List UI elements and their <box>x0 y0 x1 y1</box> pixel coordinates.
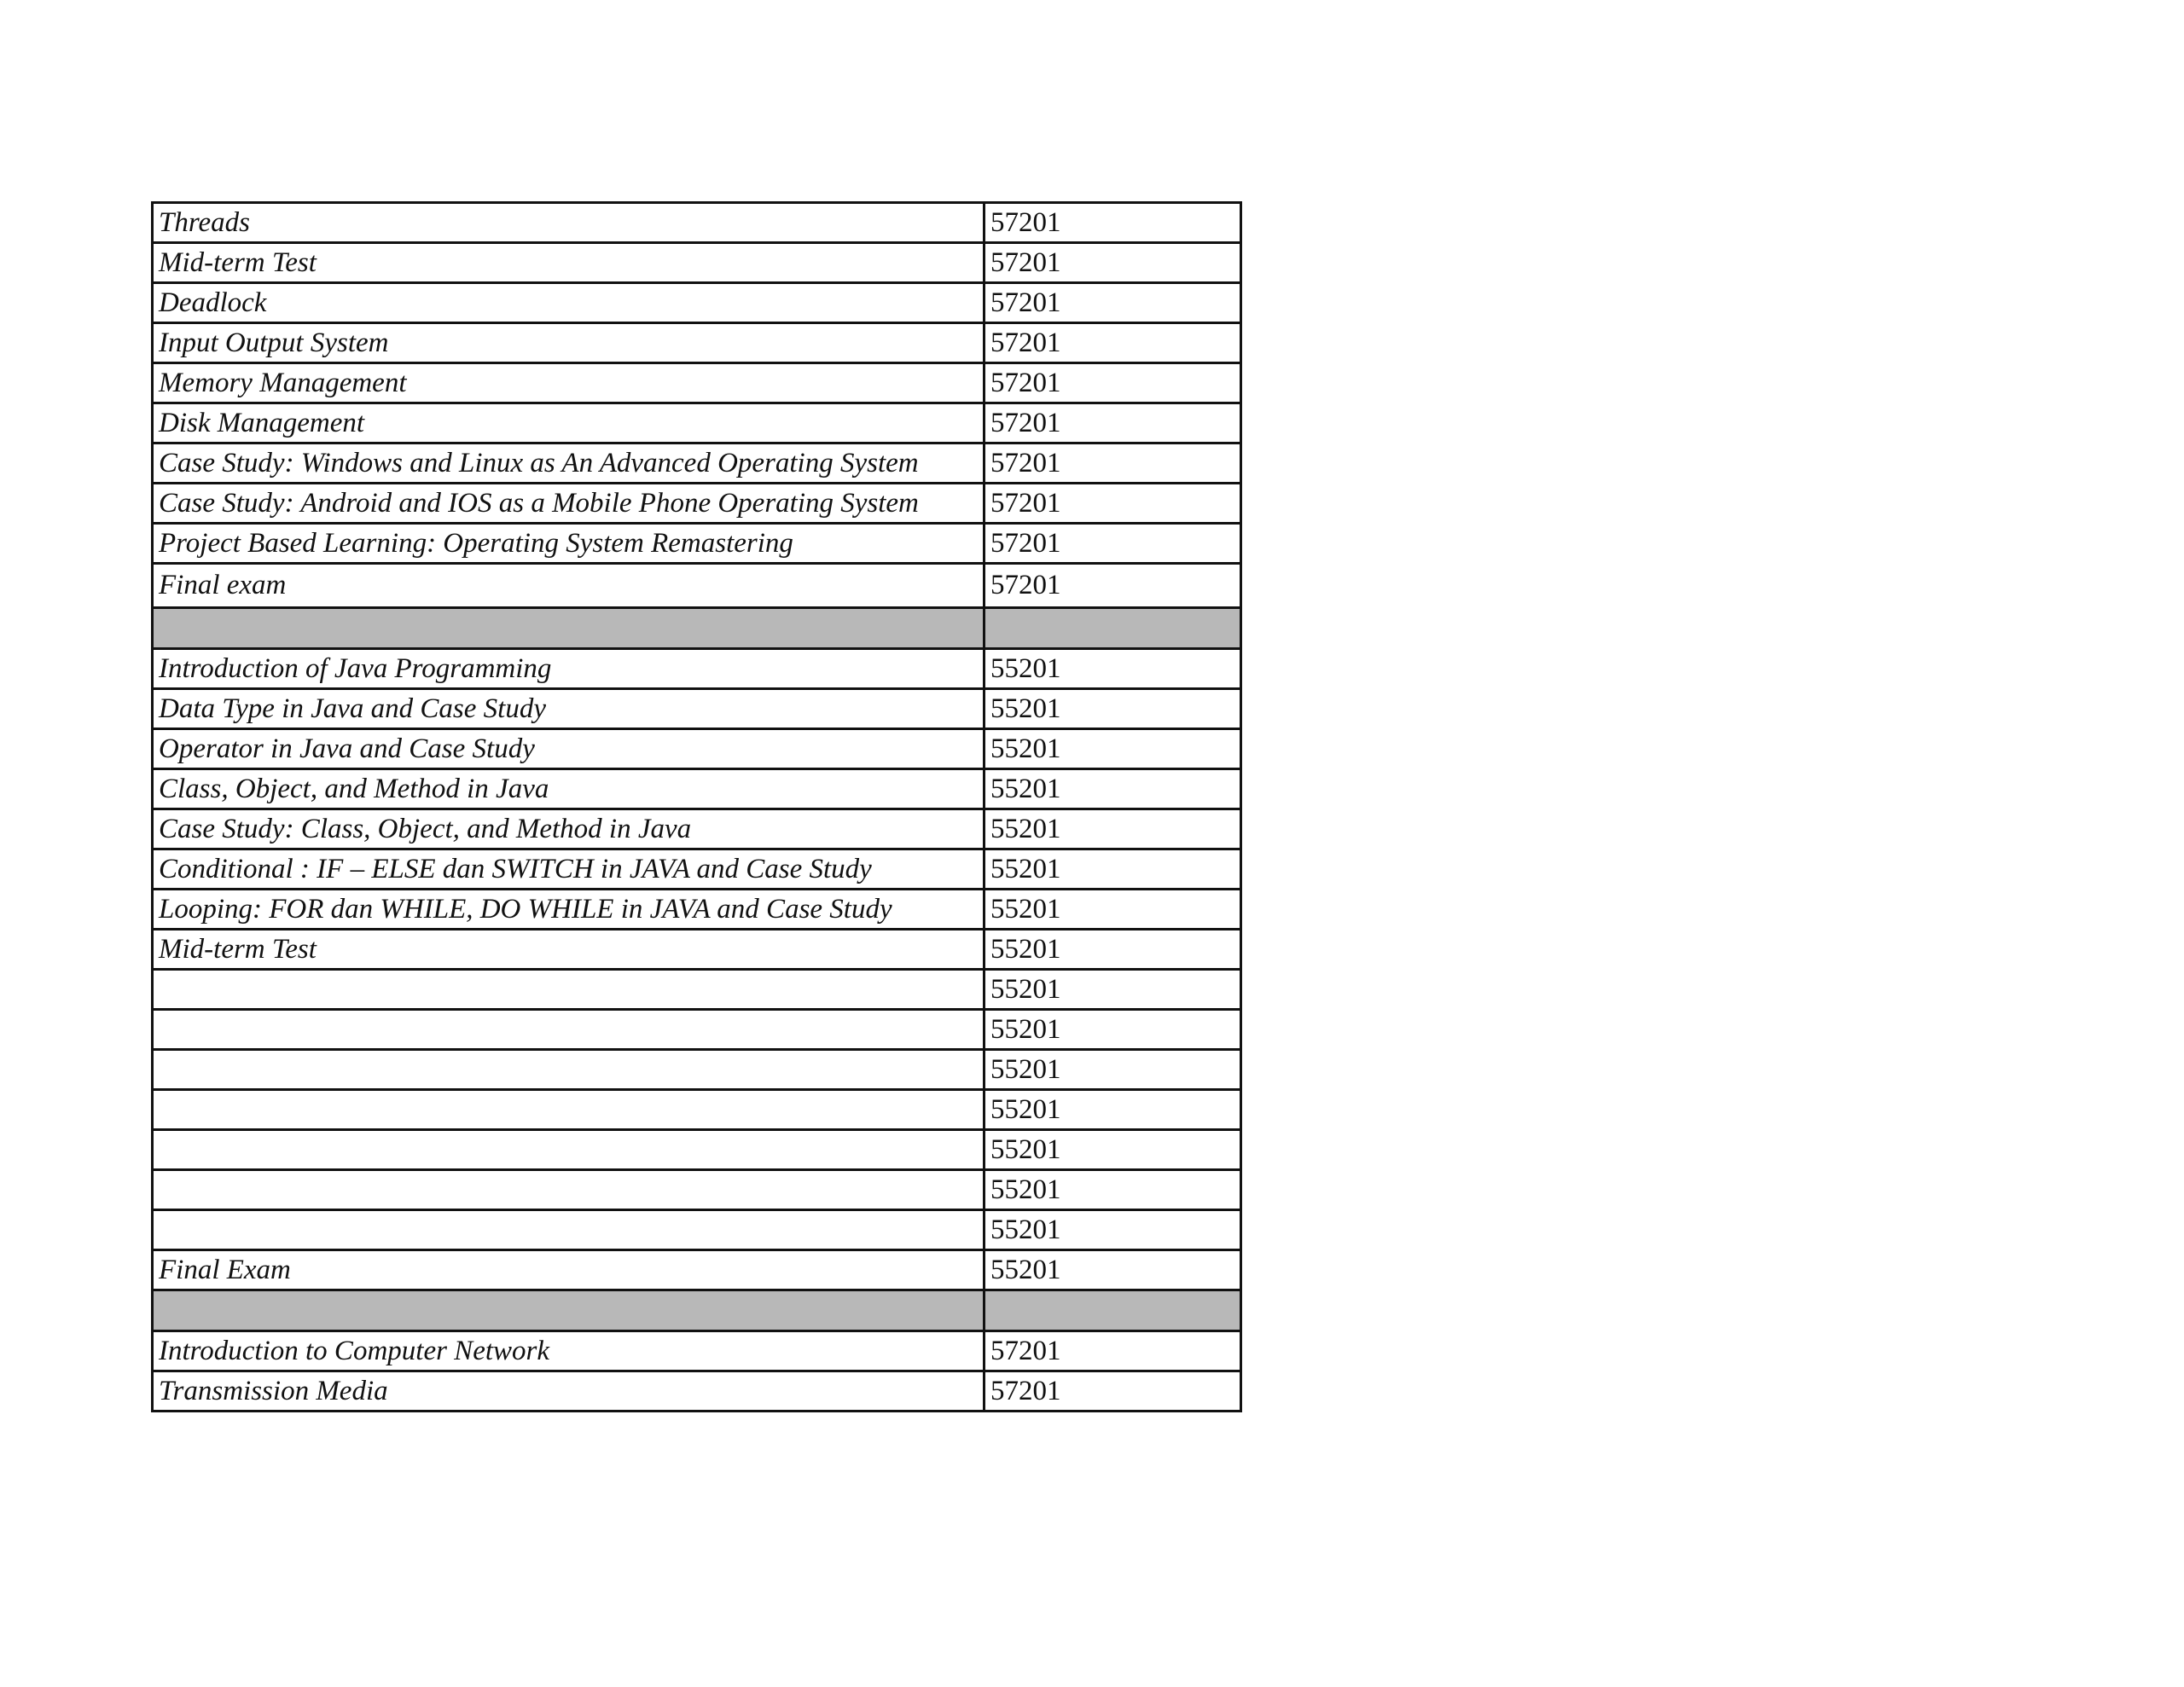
code-cell: 55201 <box>985 1130 1241 1170</box>
code-cell: 55201 <box>985 729 1241 769</box>
table-row <box>153 1250 1241 1290</box>
topic-cell: Mid-term Test <box>153 243 985 283</box>
table-row <box>153 809 1241 849</box>
separator-cell <box>985 608 1241 649</box>
code-cell: 55201 <box>985 849 1241 890</box>
code-cell: 55201 <box>985 649 1241 689</box>
topic-cell: Class, Object, and Method in Java <box>153 769 985 809</box>
code-cell: 55201 <box>985 769 1241 809</box>
topic-cell <box>153 1050 985 1090</box>
topic-cell <box>153 1130 985 1170</box>
code-cell: 57201 <box>985 484 1241 524</box>
topic-cell: Transmission Media <box>153 1371 985 1412</box>
code-cell: 55201 <box>985 809 1241 849</box>
topic-cell: Introduction of Java Programming <box>153 649 985 689</box>
code-cell: 55201 <box>985 1090 1241 1130</box>
topic-cell: Looping: FOR dan WHILE, DO WHILE in JAVA and Case Study <box>153 890 985 930</box>
topic-cell: Data Type in Java and Case Study <box>153 689 985 729</box>
code-cell: 55201 <box>985 1050 1241 1090</box>
topic-cell: Disk Management <box>153 403 985 443</box>
table-row <box>153 1371 1241 1412</box>
topic-cell: Case Study: Windows and Linux as An Advanced Operating System <box>153 443 985 484</box>
table-row <box>153 769 1241 809</box>
table-row <box>153 323 1241 363</box>
table-row <box>153 283 1241 323</box>
code-cell: 57201 <box>985 243 1241 283</box>
topic-cell <box>153 1010 985 1050</box>
table-row <box>153 729 1241 769</box>
code-cell: 57201 <box>985 363 1241 403</box>
table-row <box>153 689 1241 729</box>
section-separator-row <box>153 1290 1241 1331</box>
code-cell: 57201 <box>985 1331 1241 1371</box>
table-row <box>153 484 1241 524</box>
topic-cell: Deadlock <box>153 283 985 323</box>
table-row <box>153 1010 1241 1050</box>
table-row <box>153 403 1241 443</box>
code-cell: 57201 <box>985 524 1241 564</box>
separator-cell <box>153 1290 985 1331</box>
table-row <box>153 1090 1241 1130</box>
table-row <box>153 649 1241 689</box>
code-cell: 55201 <box>985 1010 1241 1050</box>
table-row <box>153 203 1241 243</box>
code-cell: 57201 <box>985 443 1241 484</box>
separator-cell <box>985 1290 1241 1331</box>
separator-cell <box>153 608 985 649</box>
topic-cell: Final exam <box>153 564 985 608</box>
topic-cell <box>153 1090 985 1130</box>
topic-cell: Project Based Learning: Operating System Remastering <box>153 524 985 564</box>
code-cell: 55201 <box>985 1210 1241 1250</box>
code-cell: 57201 <box>985 203 1241 243</box>
table-row <box>153 970 1241 1010</box>
code-cell: 55201 <box>985 689 1241 729</box>
topic-cell <box>153 1170 985 1210</box>
code-cell: 55201 <box>985 1250 1241 1290</box>
table-row <box>153 443 1241 484</box>
table-row <box>153 243 1241 283</box>
topic-cell: Final Exam <box>153 1250 985 1290</box>
table-row <box>153 849 1241 890</box>
table-row <box>153 890 1241 930</box>
topic-cell: Conditional : IF – ELSE dan SWITCH in JAVA and Case Study <box>153 849 985 890</box>
topic-cell: Threads <box>153 203 985 243</box>
topic-cell: Input Output System <box>153 323 985 363</box>
table-row <box>153 1050 1241 1090</box>
table-row <box>153 1170 1241 1210</box>
code-cell: 55201 <box>985 890 1241 930</box>
table-row <box>153 1210 1241 1250</box>
topic-cell: Memory Management <box>153 363 985 403</box>
topic-cell <box>153 970 985 1010</box>
topic-cell: Case Study: Android and IOS as a Mobile Phone Operating System <box>153 484 985 524</box>
code-cell: 55201 <box>985 930 1241 970</box>
table-row <box>153 524 1241 564</box>
code-cell: 55201 <box>985 1170 1241 1210</box>
topic-cell: Introduction to Computer Network <box>153 1331 985 1371</box>
topic-cell: Mid-term Test <box>153 930 985 970</box>
table-row <box>153 930 1241 970</box>
topic-cell: Operator in Java and Case Study <box>153 729 985 769</box>
topic-cell: Case Study: Class, Object, and Method in Java <box>153 809 985 849</box>
code-cell: 55201 <box>985 970 1241 1010</box>
code-cell: 57201 <box>985 564 1241 608</box>
code-cell: 57201 <box>985 1371 1241 1412</box>
table-row <box>153 1130 1241 1170</box>
section-separator-row <box>153 608 1241 649</box>
code-cell: 57201 <box>985 323 1241 363</box>
code-cell: 57201 <box>985 283 1241 323</box>
topic-cell <box>153 1210 985 1250</box>
course-topic-table <box>151 201 1242 1412</box>
code-cell: 57201 <box>985 403 1241 443</box>
table-row <box>153 564 1241 608</box>
table-row <box>153 1331 1241 1371</box>
table-row <box>153 363 1241 403</box>
